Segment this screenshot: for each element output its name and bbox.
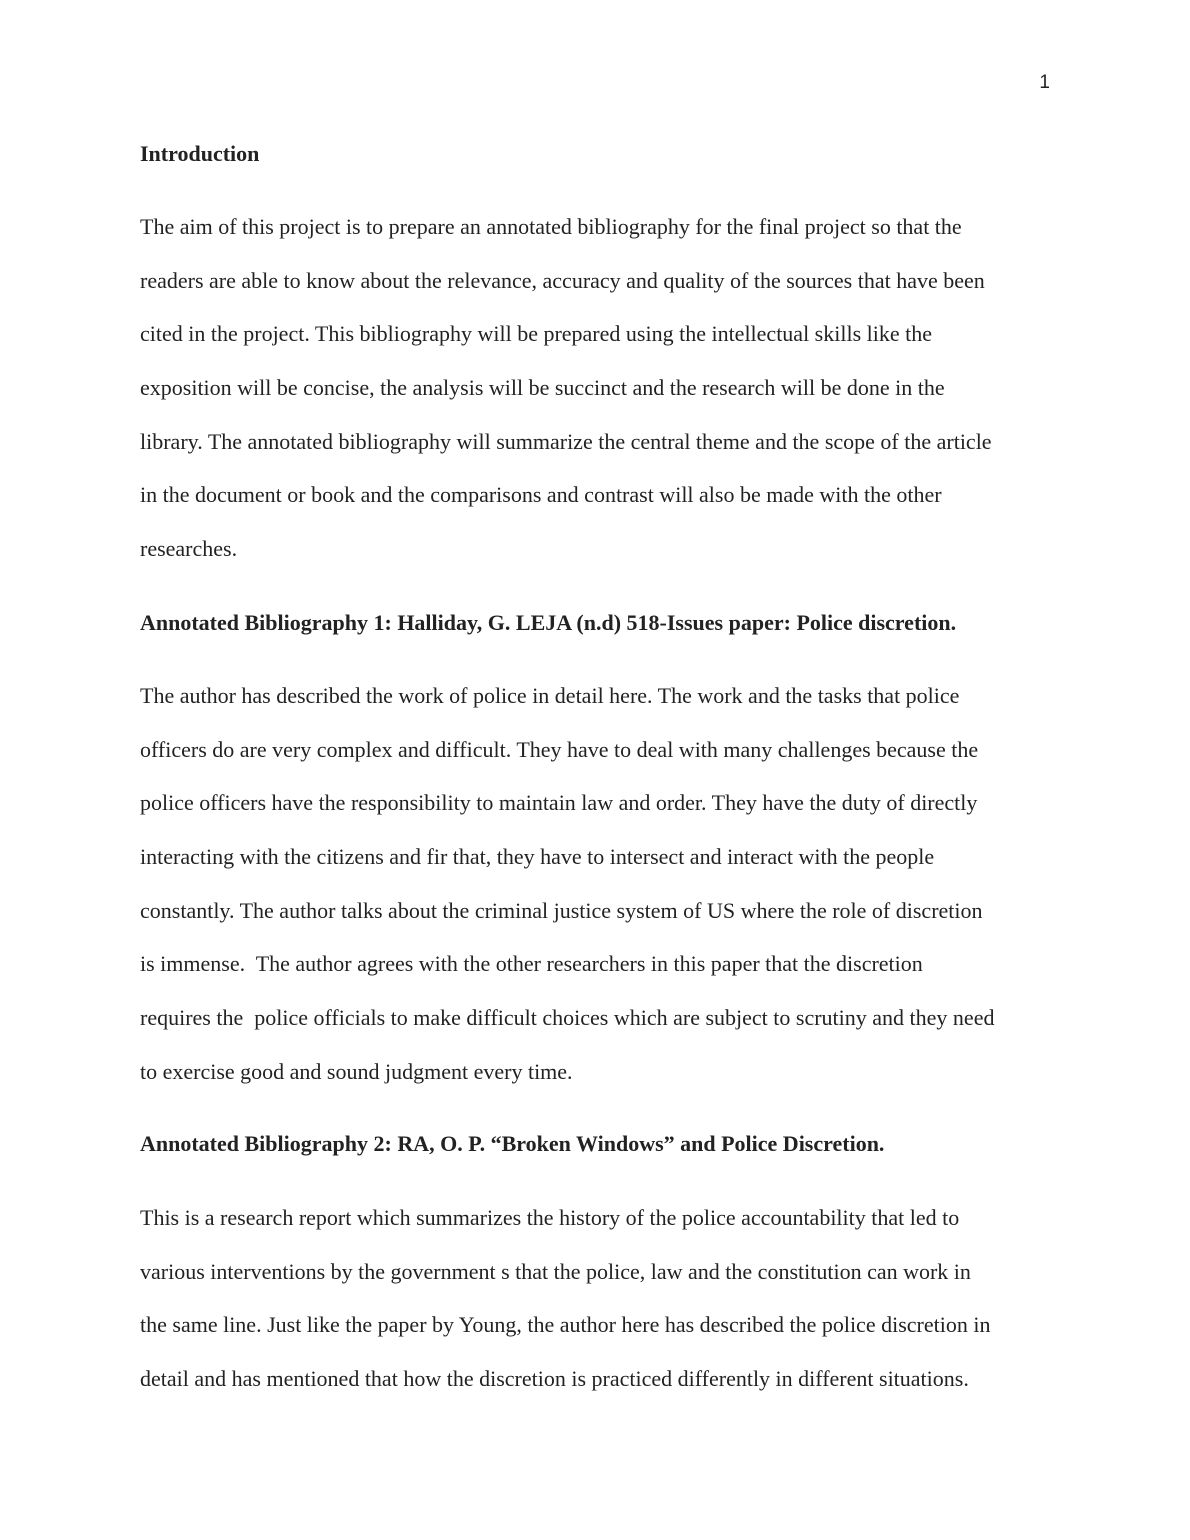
text-line: exposition will be concise, the analysis will be succinct and the research will be done in the [140, 375, 945, 401]
paragraph-bibliography-2 [140, 1204, 990, 1419]
text-line: is immense. The author agrees with the other researchers in this paper that the discretion [140, 951, 923, 977]
text-line: This is a research report which summarizes the history of the police accountability that led to [140, 1205, 960, 1230]
text-line: interacting with the citizens and fir that, they have to intersect and interact with the people [140, 844, 935, 870]
text-line: police officers have the responsibility to maintain law and order. They have the duty of directly [140, 790, 978, 816]
section-heading-introduction: Introduction [140, 141, 260, 166]
text-line: researches. [140, 536, 238, 562]
paragraph-introduction [140, 213, 992, 589]
text-line: in the document or book and the comparisons and contrast will also be made with the other [140, 482, 942, 508]
text-line: to exercise good and sound judgment every time. [140, 1058, 573, 1084]
text-line: The aim of this project is to prepare an annotated bibliography for the final project so that the [140, 214, 962, 239]
paragraph-bibliography-1 [140, 682, 994, 1112]
section-heading-bibliography-2: Annotated Bibliography 2: RA, O. P. “Broken Windows” and Police Discretion. [140, 1131, 885, 1156]
text-line: detail and has mentioned that how the discretion is practiced differently in different situations. [140, 1366, 969, 1392]
text-line: the same line. Just like the paper by Young, the author here has described the police discretion in [140, 1312, 991, 1338]
text-line: officers do are very complex and difficult. They have to deal with many challenges because the [140, 736, 979, 762]
text-line: cited in the project. This bibliography will be prepared using the intellectual skills like the [140, 321, 933, 347]
section-heading-bibliography-1: Annotated Bibliography 1: Halliday, G. LEJA (n.d) 518-Issues paper: Police discretion. [140, 610, 957, 635]
page-number: 1 [1039, 72, 1050, 93]
text-line: various interventions by the government s that the police, law and the constitution can work in [140, 1258, 971, 1284]
text-line: constantly. The author talks about the criminal justice system of US where the role of discretion [140, 897, 983, 923]
text-line: The author has described the work of police in detail here. The work and the tasks that police [140, 683, 960, 708]
text-line: requires the police officials to make difficult choices which are subject to scrutiny and they need [140, 1005, 995, 1031]
text-line: library. The annotated bibliography will summarize the central theme and the scope of the article [140, 428, 992, 454]
text-line: readers are able to know about the relevance, accuracy and quality of the sources that have been [140, 267, 985, 293]
